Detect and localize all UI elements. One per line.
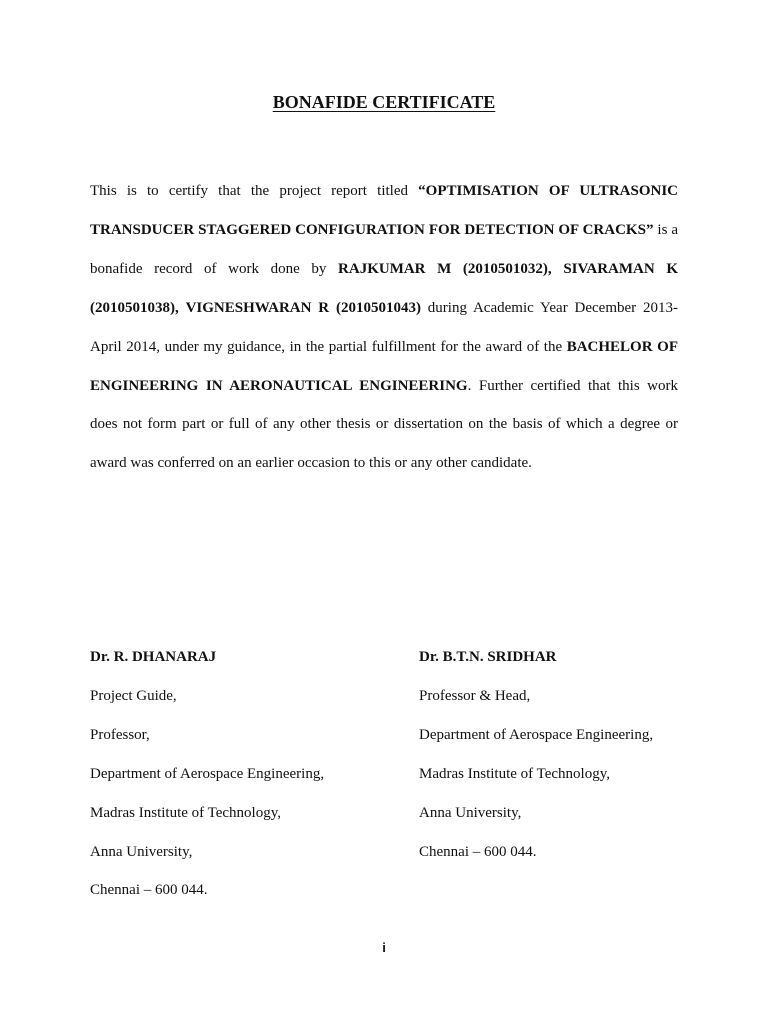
guide-line: Department of Aerospace Engineering, [90, 765, 325, 782]
guide-name: Dr. R. DHANARAJ [90, 649, 217, 665]
para-text-4 [179, 300, 186, 316]
certification-paragraph [90, 172, 678, 483]
student-3: VIGNESHWARAN R (2010501043) [185, 299, 421, 316]
head-line: Professor & Head, [419, 687, 531, 704]
guide-line: Project Guide, [90, 687, 177, 704]
para-text-1: This is to certify that the project report titled [90, 183, 419, 199]
para-text-5: during Academic Year December 2013- April 2014, under my guidance, in the partial fulfillment for the award of the [90, 299, 678, 355]
page-number: i [382, 940, 386, 955]
guide-signature-block [90, 638, 324, 910]
guide-line: Madras Institute of Technology, [90, 804, 281, 821]
para-text-2: is a bonafide record of work done by [90, 221, 679, 277]
head-line: Department of Aerospace Engineering, [419, 726, 654, 743]
student-2: SIVARAMAN K (2010501038), [90, 260, 679, 316]
project-title: “OPTIMISATION OF ULTRASONIC TRANSDUCER STAGGERED CONFIGURATION FOR DETECTION OF CRACKS” [90, 183, 678, 238]
guide-line: Professor, [90, 726, 150, 743]
head-line: Anna University, [419, 804, 522, 821]
certificate-title [0, 92, 768, 113]
para-text-3 [552, 261, 564, 277]
head-line: Chennai – 600 044. [419, 843, 537, 860]
head-line: Madras Institute of Technology, [419, 765, 610, 782]
degree-name: BACHELOR OF ENGINEERING IN AERONAUTICAL ENGINEERING [90, 338, 678, 394]
student-1: RAJKUMAR M (2010501032), [338, 260, 552, 277]
guide-line: Chennai – 600 044. [90, 882, 208, 899]
certificate-title-text: BONAFIDE CERTIFICATE [272, 92, 496, 112]
para-text-6: . Further certified that this work does not form part or full of any other thesis or dissertation on the basis of which a degree or award was conferred on an earlier occasion to this or any other candidate. [90, 377, 678, 472]
head-name: Dr. B.T.N. SRIDHAR [419, 649, 557, 665]
head-signature-block [419, 638, 653, 871]
guide-line: Anna University, [90, 843, 193, 860]
